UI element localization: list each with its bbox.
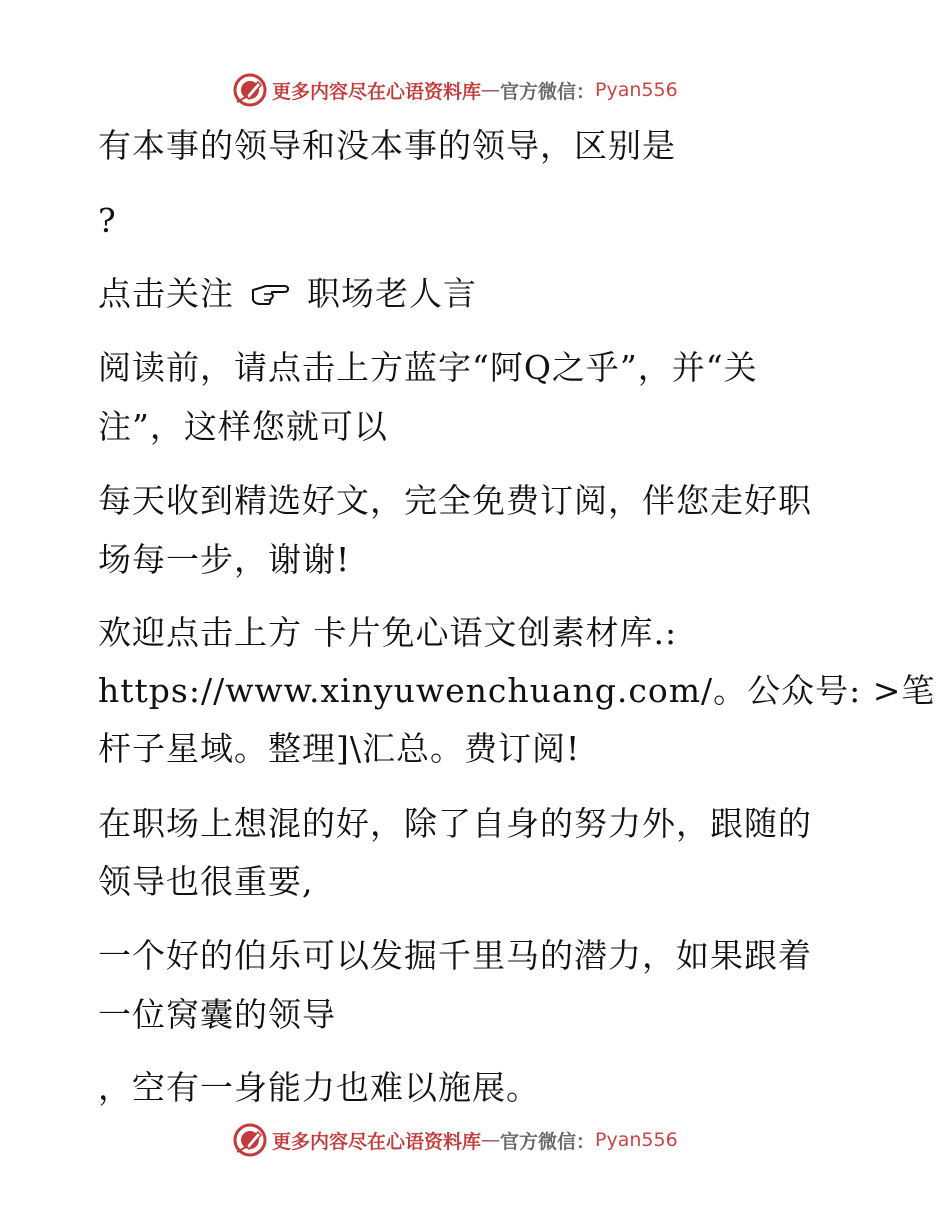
paragraph-3-line-1: 欢迎点击上方 卡片免心语文创素材库.: (98, 613, 678, 652)
question-mark-line: ? (98, 201, 117, 240)
banner-wechat-id: Pyan556 (595, 1129, 678, 1151)
paragraph-5-line-2: 一位窝囊的领导 (98, 995, 336, 1034)
pen-logo-icon (232, 1122, 268, 1158)
paragraph-2-line-2: 场每一步，谢谢! (98, 540, 351, 579)
banner-title: 更多内容尽在心语资料库 (272, 1130, 482, 1153)
paragraph-5-line-1: 一个好的伯乐可以发掘千里马的潜力，如果跟着 (98, 936, 812, 975)
banner-separator: — (481, 1129, 501, 1151)
paragraph-4-line-1: 在职场上想混的好，除了自身的努力外，跟随的 (98, 804, 812, 843)
article-title: 有本事的领导和没本事的领导，区别是 (98, 126, 676, 165)
banner-separator: — (481, 79, 501, 101)
header-banner (232, 70, 712, 110)
pointing-hand-icon (250, 280, 290, 308)
paragraph-1-line-2: 注”，这样您就可以 (98, 407, 388, 446)
banner-wechat-id: Pyan556 (595, 79, 678, 101)
paragraph-6-line-1: ，空有一身能力也难以施展。 (98, 1068, 540, 1107)
follow-prefix: 点击关注 (98, 274, 246, 313)
paragraph-2-line-1: 每天收到精选好文，完全免费订阅，伴您走好职 (98, 481, 812, 520)
follow-line (98, 274, 477, 314)
pen-logo-icon (232, 72, 268, 108)
follow-suffix: 职场老人言 (295, 274, 477, 313)
banner-title: 更多内容尽在心语资料库 (272, 80, 482, 103)
footer-banner (232, 1120, 712, 1160)
paragraph-3-line-2: https://www.xinyuwenchuang.com/。公众号: >笔 (98, 671, 936, 710)
banner-wechat-label: 官方微信： (500, 80, 596, 103)
paragraph-1-line-1: 阅读前，请点击上方蓝字“阿Q之乎”，并“关 (98, 348, 758, 387)
banner-wechat-label: 官方微信： (500, 1130, 596, 1153)
paragraph-4-line-2: 领导也很重要, (98, 862, 314, 901)
paragraph-3-line-3: 杆子星域。整理]\汇总。费订阅! (98, 729, 581, 768)
